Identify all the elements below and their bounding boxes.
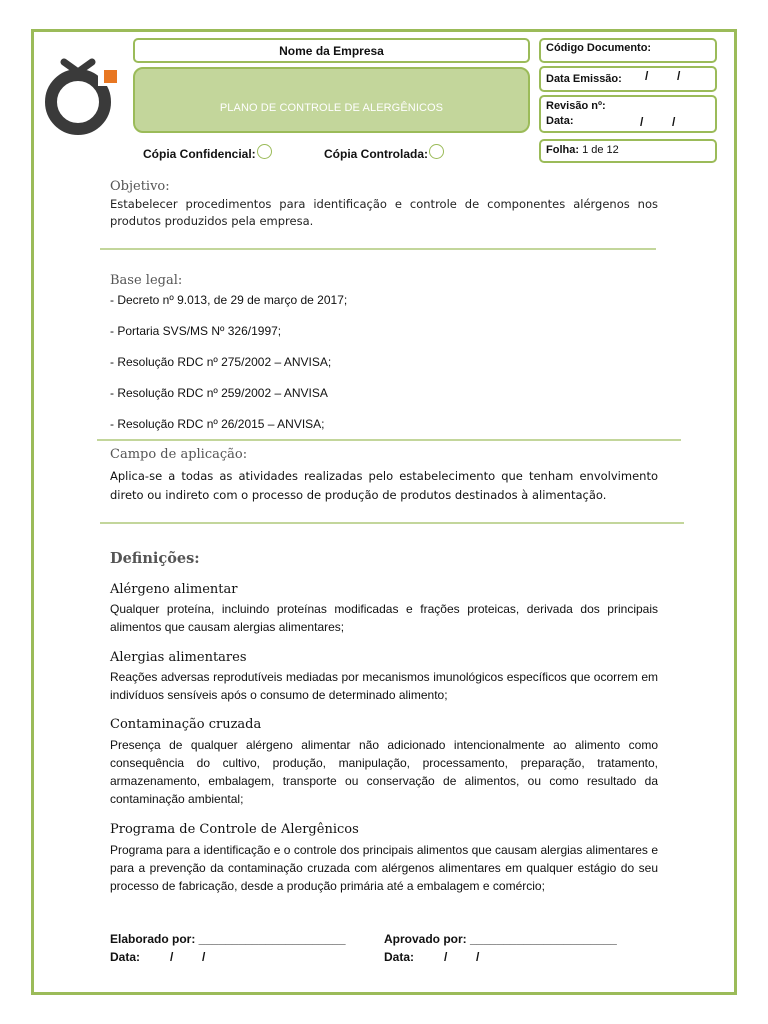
definition-term: Contaminação cruzada [110, 717, 262, 732]
controlled-copy [324, 144, 444, 161]
legal-basis-item: - Resolução RDC nº 259/2002 – ANVISA [110, 386, 328, 400]
revision-date-label: Data: [546, 115, 574, 127]
prepared-by-field: Elaborado por: ______________________ [110, 932, 346, 946]
approved-date-slash-2: / [476, 950, 480, 964]
company-name: Nome da Empresa [133, 38, 530, 63]
confidential-copy-label: Cópia Confidencial: [143, 147, 256, 161]
definition-term: Programa de Controle de Alergênicos [110, 822, 359, 837]
definition-term: Alergias alimentares [110, 650, 247, 665]
definition-text: Presença de qualquer alérgeno alimentar não adicionado intencionalmente ao alimento como consequência do cultivo, produção, manipulação, processamento, preparação, tratamento, armazenamento, embalagem, transporte ou conservação de alimentos, ou como resultado da contaminação ambiental; [110, 738, 658, 806]
definition-text: Qualquer proteína, incluindo proteínas modificadas e frações proteicas, derivada dos principais alimentos que causam alergias alimentares; [110, 602, 658, 634]
approved-by-field: Aprovado por: ______________________ [384, 932, 617, 946]
section-divider [97, 439, 681, 441]
definition-term: Alérgeno alimentar [110, 582, 238, 597]
company-logo [44, 58, 120, 138]
revision-date-slash-2: / [672, 115, 676, 129]
revision-label: Revisão nº: [546, 100, 606, 112]
controlled-copy-radio[interactable] [429, 144, 444, 159]
sheet-value: 1 de 12 [582, 144, 619, 156]
prepared-date-slash-2: / [202, 950, 206, 964]
section-divider [100, 522, 684, 524]
legal-basis-heading: Base legal: [110, 273, 183, 288]
issue-date-box [539, 66, 717, 92]
legal-basis-item: - Portaria SVS/MS Nº 326/1997; [110, 324, 282, 338]
legal-basis-item: - Decreto nº 9.013, de 29 de março de 2017; [110, 293, 348, 307]
objective-text: Estabelecer procedimentos para identificação e controle de componentes alérgenos nos produtos produzidos pela empresa. [110, 197, 658, 228]
sheet-box [539, 139, 717, 163]
legal-basis-item: - Resolução RDC nº 26/2015 – ANVISA; [110, 417, 325, 431]
document-code-box [539, 38, 717, 63]
issue-date-slash-2: / [677, 69, 681, 83]
revision-box [539, 95, 717, 133]
revision-date-slash-1: / [640, 115, 644, 129]
document-title: PLANO DE CONTROLE DE ALERGÊNICOS [133, 67, 530, 133]
issue-date-label: Data Emissão: [546, 73, 622, 85]
prepared-date-label: Data: [110, 950, 141, 964]
definition-text: Reações adversas reprodutíveis mediadas por mecanismos imunológicos específicos que ocorrem em indivíduos sensíveis após o consumo de determinado alimento; [110, 670, 658, 702]
section-divider [100, 248, 656, 250]
definition-text: Programa para a identificação e o controle dos principais alimentos que causam alergias alimentares e para a prevenção da contaminação cruzada com alérgenos alimentares em qualquer estágio do seu processo de fabricação, desde a produção primária até a embalagem e comércio; [110, 843, 658, 893]
scope-heading: Campo de aplicação: [110, 447, 248, 462]
approved-date-label: Data: [384, 950, 415, 964]
issue-date-slash-1: / [645, 69, 649, 83]
sheet-label: Folha: [546, 144, 579, 156]
confidential-copy [143, 144, 272, 161]
approved-date-slash-1: / [444, 950, 448, 964]
confidential-copy-radio[interactable] [257, 144, 272, 159]
prepared-date-slash-1: / [170, 950, 174, 964]
scope-text: Aplica-se a todas as atividades realizadas pelo estabelecimento que tenham envolvimento direto ou indireto com o processo de produção de produtos destinados à alimentação. [110, 469, 658, 502]
legal-basis-item: - Resolução RDC nº 275/2002 – ANVISA; [110, 355, 332, 369]
document-code-label: Código Documento: [546, 42, 652, 54]
objective-heading: Objetivo: [110, 179, 170, 194]
definitions-heading: Definições: [110, 550, 200, 567]
controlled-copy-label: Cópia Controlada: [324, 147, 428, 161]
